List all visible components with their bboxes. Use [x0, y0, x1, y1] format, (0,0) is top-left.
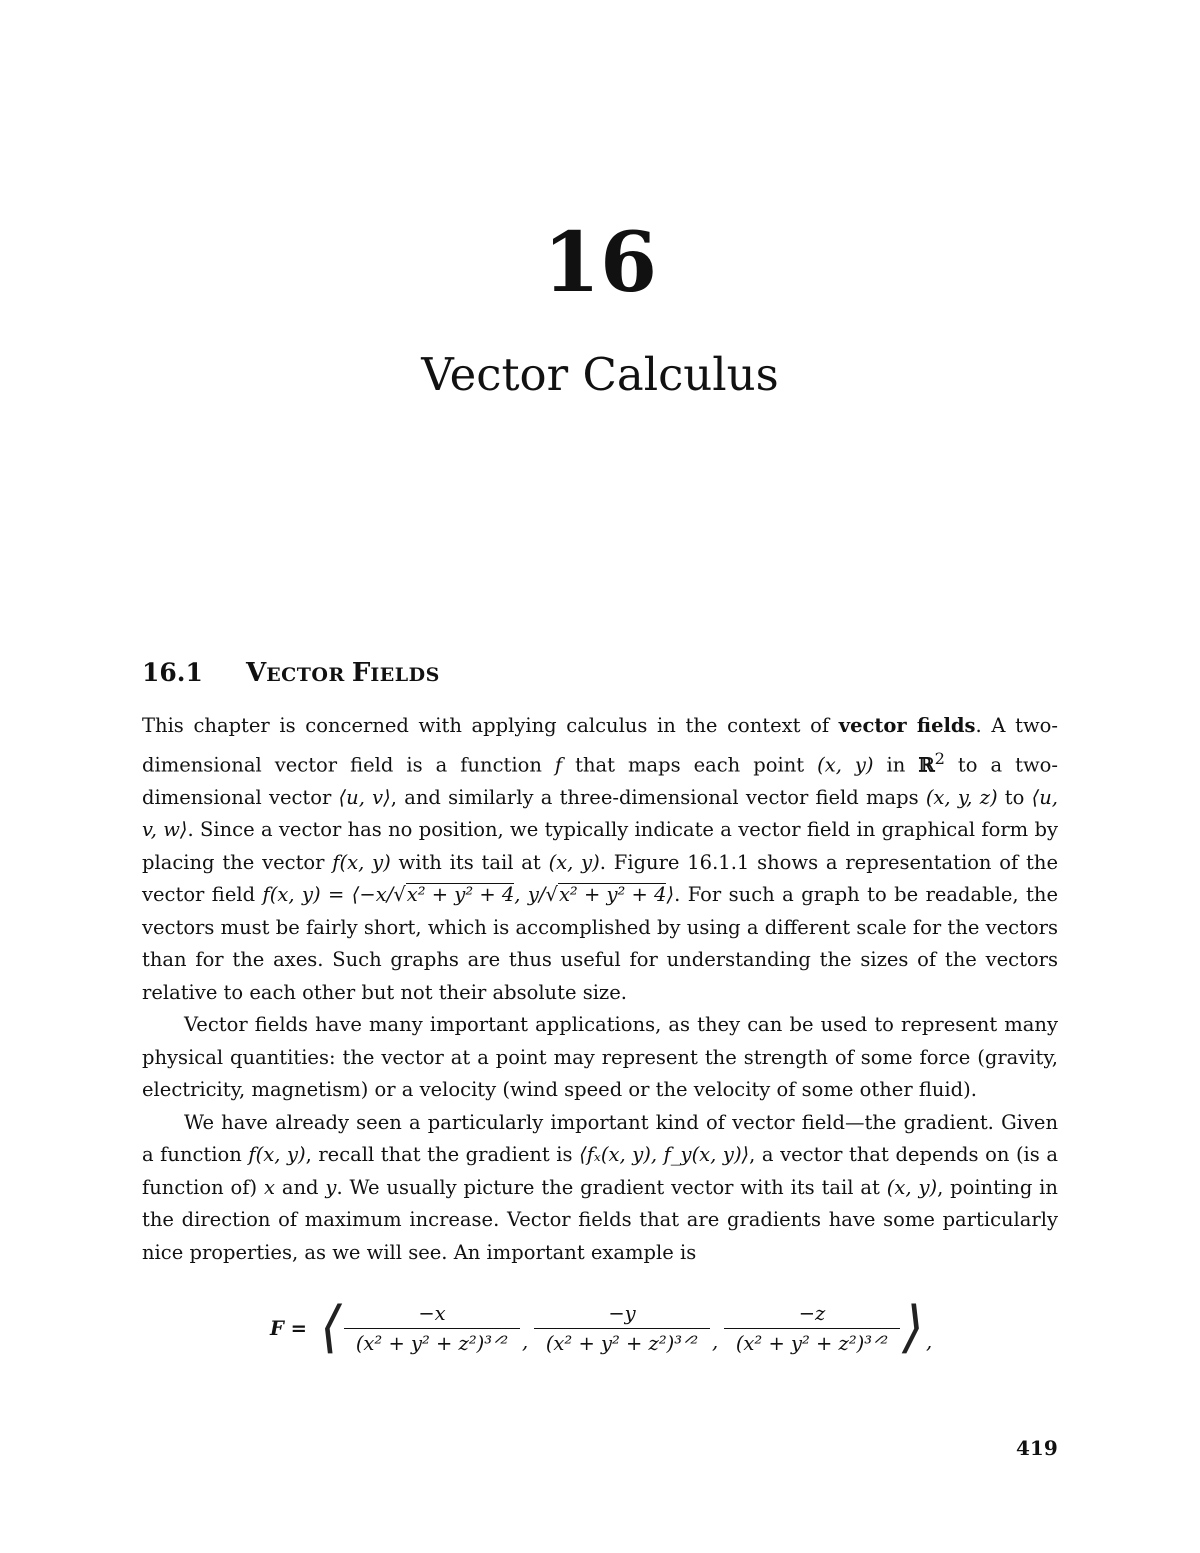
- math-f: f: [554, 753, 563, 776]
- p1-text-2: . A two-dimensional vector field is a function: [142, 714, 1058, 776]
- fraction-y: [534, 1300, 710, 1359]
- section-heading: [142, 660, 440, 686]
- chapter-title: Vector Calculus: [421, 348, 779, 401]
- math-gradient-tail: (x, y): [886, 1175, 938, 1199]
- field-mid: , y/: [514, 883, 546, 906]
- chapter-number: 16: [542, 215, 658, 311]
- p1-text-4: in: [873, 753, 919, 776]
- term-vector-fields: vector fields: [838, 714, 976, 737]
- p1-text-9: with its tail at: [390, 850, 549, 874]
- p3-text-2: , recall that the gradient is: [305, 1143, 580, 1166]
- p3-text-4: and: [274, 1175, 326, 1199]
- sqrt-radicand-1: x² + y² + 4: [406, 883, 515, 906]
- p3-text-5: . We usually picture the gradient vector with its tail at: [336, 1175, 887, 1199]
- math-fxy: f(x, y): [332, 850, 391, 874]
- section-title-small-2: IELDS: [370, 664, 440, 686]
- denominator-1: (x² + y² + z²)³ᐟ²: [355, 1332, 509, 1355]
- denominator-3: (x² + y² + z²)³ᐟ²: [735, 1332, 889, 1355]
- paragraph-2: Vector fields have many important applications, as they can be used to represent many physical quantities: the vector at a point may represent the strength of some force (gravity, electricity, magnetism) or a velocity (wind speed or the velocity of some other fluid).: [142, 1013, 1058, 1101]
- math-vector-field: f(x, y) = ⟨−x/√x² + y² + 4, y/√x² + y² + 4⟩: [262, 883, 675, 906]
- p1-text-6: , and similarly a three-dimensional vector field maps: [390, 785, 926, 809]
- p1-text-3: that maps each point: [562, 753, 818, 776]
- p3-text-6: , pointing in the direction of maximum increase. Vector fields that are gradients have some particularly nice properties, as we will see. An important example is: [142, 1175, 1058, 1264]
- paragraph-3: [142, 1107, 1058, 1270]
- paragraph-1: [142, 710, 1058, 1009]
- math-y: y: [325, 1175, 337, 1199]
- section-title-small-1: ECTOR: [266, 664, 352, 686]
- p3-text-1: We have already seen a particularly important kind of vector field—the gradient. Given a function: [142, 1110, 1058, 1166]
- comma-2: ,: [712, 1330, 719, 1353]
- math-gradient: ⟨fₓ(x, y), f_y(x, y)⟩: [579, 1143, 750, 1166]
- fraction-z: [724, 1300, 900, 1359]
- field-end: ⟩: [666, 883, 675, 906]
- right-angle-bracket: ⟩: [902, 1295, 924, 1360]
- p1-text-8: . Since a vector has no position, we typically indicate a vector field in graphical form by placing the vector: [142, 818, 1058, 874]
- trailing-comma: ,: [926, 1330, 933, 1353]
- numerator-y: −y: [534, 1300, 710, 1329]
- fraction-x: [344, 1300, 520, 1359]
- math-real-numbers: ℝ: [918, 753, 935, 776]
- numerator-x: −x: [344, 1300, 520, 1329]
- math-vector-uvw: ⟨u, v, w⟩: [142, 785, 1058, 841]
- p1-text-11: . For such a graph to be readable, the vectors must be fairly short, which is accomplished by using a different scale for the vectors than for the axes. Such graphs are thus useful for understanding the sizes of the vectors relative to each other but not their absolute size.: [142, 883, 1058, 1004]
- equation-lhs: F =: [270, 1317, 307, 1340]
- section-number: 16.1: [142, 658, 203, 687]
- math-function-fxy: f(x, y): [248, 1143, 306, 1166]
- math-tail-xy: (x, y): [548, 850, 600, 874]
- p1-text-10: . Figure 16.1.1 shows a representation of the vector field: [142, 850, 1058, 906]
- p3-text-3: , a vector that depends on (is a function of): [142, 1143, 1058, 1199]
- math-real-exponent: 2: [934, 748, 945, 768]
- denominator-2: (x² + y² + z²)³ᐟ²: [545, 1332, 699, 1355]
- p1-text-7: to: [997, 785, 1032, 809]
- p1-text-5: to a two-dimensional vector: [142, 753, 1058, 809]
- section-title-cap-1: V: [246, 658, 267, 688]
- p1-text-1: This chapter is concerned with applying calculus in the context of: [142, 714, 839, 737]
- numerator-z: −z: [724, 1300, 900, 1329]
- page-number: 419: [1016, 1436, 1058, 1460]
- math-point-xyz: (x, y, z): [925, 785, 998, 809]
- sqrt-radicand-2: x² + y² + 4: [558, 883, 667, 906]
- math-vector-uv: ⟨u, v⟩: [338, 785, 391, 809]
- left-angle-bracket: ⟨: [320, 1295, 342, 1360]
- math-x: x: [263, 1175, 275, 1199]
- body-text: [142, 710, 1058, 1269]
- math-point-xy: (x, y): [817, 753, 874, 776]
- comma-1: ,: [522, 1330, 529, 1353]
- display-equation: [270, 1295, 933, 1364]
- section-title-cap-2: F: [351, 658, 371, 688]
- field-lhs: f(x, y) = ⟨−x/: [262, 883, 394, 906]
